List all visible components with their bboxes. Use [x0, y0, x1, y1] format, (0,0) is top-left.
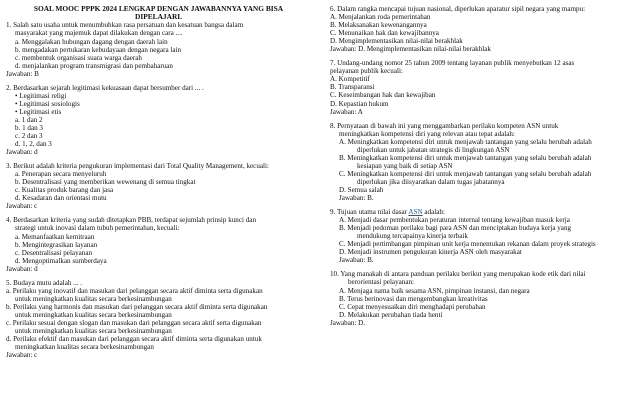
question-9-stem [330, 208, 632, 216]
question-5-option-c: c. Perilaku sesuai dengan slogan dan masukan dari pelanggan secara aktif serta digunakan [6, 319, 262, 327]
question-3-option-c: c. Kualitas produk barang dan jasa [15, 186, 114, 195]
question-2-option-c: c. 2 dan 3 [15, 132, 43, 141]
question-7-answer: Jawaban: A [330, 107, 363, 116]
question-1-stem: 1. Salah satu usaha untuk menumbuhkan rasa persatuan dan kesatuan bangsa dalam [6, 21, 244, 30]
question-1 [6, 21, 311, 77]
question-4-stem-cont: strategi untuk inovasi dalam tubuh pemerintahan, kecuali: [15, 224, 180, 233]
question-9-option-b-cont: mendukung tercapainya kinerja terbaik [357, 232, 468, 241]
question-9-option-d: D. Menjadi instrumen pengukuran kinerja ASN oleh masyarakat [339, 248, 522, 257]
question-8-option-c-cont: diperlukan jika diisyaratkan dalam tugas jabatannya [357, 177, 505, 186]
question-4-option-b: b. Mengintegrasikan layanan [15, 240, 98, 249]
question-5-option-b: b. Perilaku yang harmonis dan masukan dari pelanggan secara aktif diminta serta digunakan [6, 302, 268, 311]
title-line-1: SOAL MOOC PPPK 2024 LENGKAP DENGAN JAWABANNYA YANG BISA [33, 4, 284, 13]
question-3-option-b: b. Desentralisasi yang memberikan wewenang di semua tingkat [15, 178, 196, 187]
question-1-option-d: d. menjalankan program transmigrasi dan pembaharuan [15, 61, 173, 70]
asn-link[interactable]: ASN [408, 208, 423, 217]
question-6-option-b: B. Melaksanakan kewenangannya [330, 21, 427, 30]
question-7-stem-cont: pelayanan publik kecuali: [330, 67, 403, 76]
question-2-bullet-2: • Legitimasi sosiologis [15, 99, 80, 108]
question-9-option-c: C. Menjadi pertimbangan pimpinan unit kerja menentukan rekanan dalam proyek strategis [339, 240, 596, 249]
question-2-option-b: b. 1 dan 3 [15, 123, 43, 132]
question-10-answer: Jawaban: D. [330, 318, 366, 327]
question-5-option-a: a. Perilaku yang inovatif dan masukan dari pelanggan secara aktif diminta serta digunakan [6, 286, 263, 295]
question-3-option-d: d. Kesadaran dan orientasi mutu [15, 194, 107, 203]
question-6 [330, 5, 632, 53]
question-10-option-b: B. Terus berinovasi dan mengembangkan kreativitas [339, 294, 488, 303]
question-2 [6, 84, 311, 156]
question-6-answer: Jawaban: D. Mengimplementasikan nilai-nilai berakhlak [330, 45, 491, 54]
question-4-answer: Jawaban: d [6, 264, 38, 273]
question-10-option-c: C. Cepat menyesuaikan diri menghadapi perubahan [339, 302, 486, 311]
question-7 [330, 59, 632, 115]
question-5-answer: Jawaban: c [6, 351, 38, 360]
question-4 [6, 216, 311, 272]
question-7-stem: 7. Undang-undang nomor 25 tahun 2009 tentang layanan publik menyebutkan 12 asas [330, 59, 575, 68]
question-7-option-c: C. Keseimbangan hak dan kewajiban [330, 91, 436, 100]
question-5-option-d: d. Perilaku efektif dan masukan dari pelanggan secara aktif diminta serta digunakan untuk [6, 335, 262, 344]
question-10 [330, 270, 632, 326]
question-10-option-d: D. Melakukan perubahan tiada henti [339, 310, 443, 319]
question-9-stem-pre: 9. Tujuan utama nilai dasar [330, 208, 409, 217]
question-7-option-b: B. Transparansi [330, 83, 375, 92]
question-9-option-b: B. Menjadi pedoman perilaku bagi para ASN dan menciptakan budaya kerja yang [339, 224, 572, 233]
question-9 [330, 208, 632, 264]
question-5-stem: 5. Budaya mutu adalah ... . [6, 278, 83, 287]
question-8 [330, 122, 632, 202]
document-title [6, 5, 311, 21]
question-2-bullet-3: • Legitimasi etis [15, 107, 62, 116]
question-8-option-b-cont: kesiapan yang baik di setiap ASN [357, 161, 453, 170]
question-6-stem: 6. Dalam rangka mencapai tujuan nasional, diperlukan aparatur sipil negara yang mampu: [330, 5, 586, 13]
question-10-stem: 10. Yang manakah di antara panduan perilaku berikut yang merupakan kode etik dari nilai [330, 270, 586, 279]
question-7-option-d: D. Kepastian hukum [330, 99, 389, 108]
question-10-option-a: A. Menjaga nama baik sesama ASN, pimpinan instansi, dan negara [339, 286, 530, 295]
question-8-stem: 8. Pernyataan di bawah ini yang menggambarkan perilaku kompeten ASN untuk [330, 121, 559, 130]
question-5-option-d-cont: meningkatkan kualitas secara berkesinambungan [15, 343, 154, 352]
question-1-option-b: b. mengadakan pertukaran kebudayaan dengan negara lain [15, 45, 182, 54]
question-2-option-a: a. 1 dan 2 [15, 115, 43, 124]
question-2-option-d: d. 1, 2, dan 3 [15, 140, 52, 149]
left-column [6, 5, 311, 359]
question-1-option-a: a. Menggalakan hubungan dagang dengan daerah lain [15, 37, 168, 46]
question-5 [6, 279, 311, 359]
question-2-bullet-1: • Legitimasi religi [15, 91, 67, 100]
right-column [330, 5, 632, 327]
question-6-option-a: A. Menjalankan roda pemerintahan [330, 13, 431, 22]
question-8-answer: Jawaban: B. [339, 194, 374, 203]
question-8-option-d: D. Semua salah [339, 185, 384, 194]
question-8-option-a: A. Meningkatkan kompetensi diri untuk menjawab tantangan yang selalu berubah adalah [339, 137, 592, 146]
question-8-option-a-cont: diperlukan untuk jabatan strategis di lingkungan ASN [357, 145, 510, 154]
question-3-option-a: a. Penerapan secara menyeluruh [15, 170, 107, 179]
question-8-stem-cont: meningkatkan kompetensi diri yang relevan atau tepat adalah: [339, 129, 515, 138]
question-7-option-a: A. Kompetitif [330, 75, 370, 84]
question-3-stem: 3. Berikut adalah kriteria pengukuran implementasi dari Total Quality Management, kecuali: [6, 162, 269, 171]
question-8-option-c: C. Meningkatkan kompetensi diri untuk menjawab tantangan yang selalu berubah adalah [339, 169, 592, 178]
question-9-option-a: A. Menjadi dasar pembentukan peraturan internal tentang kewajiban masuk kerja [339, 216, 570, 225]
question-6-option-c: C. Menunaikan hak dan kewajibannya [330, 29, 439, 38]
question-2-stem: 2. Berdasarkan sejarah legitimasi kekuasaan dapat bersumber dari ... . [6, 83, 204, 92]
title-line-2: DIPELAJARI. [134, 12, 183, 22]
question-1-answer: Jawaban: B [6, 69, 39, 78]
question-4-stem: 4. Berdasarkan kriteria yang sudah ditetapkan PBB, terdapat sejumlah prinsip kunci dan [6, 216, 256, 225]
question-5-option-a-cont: untuk meningkatkan kualitas secara berkesinambungan [15, 294, 172, 303]
question-4-option-a: a. Memanfaatkan kemitraan [15, 232, 95, 241]
question-8-option-b: B. Meningkatkan kompetensi diri untuk menjawab tantangan yang selalu berubah adalah [339, 153, 592, 162]
question-3 [6, 162, 311, 210]
question-5-option-b-cont: untuk meningkatkan kualitas secara berkesinambungan [15, 310, 172, 319]
question-4-option-c: c. Desentralisasi pelayanan [15, 248, 93, 257]
question-3-answer: Jawaban: c [6, 202, 38, 211]
question-1-option-c: c. membentuk organisasi suara warga daerah [15, 53, 142, 62]
question-2-answer: Jawaban: d [6, 148, 38, 157]
question-6-option-d: D. Mengimplementasikan nilai-nilai berakhlak [330, 37, 463, 46]
question-5-option-c-cont: untuk meningkatkan kualitas secara berkesinambungan [15, 327, 172, 336]
question-4-option-d: d. Mengoptimalkan sumberdaya [15, 256, 107, 265]
question-9-answer: Jawaban: B. [339, 256, 374, 265]
question-9-stem-post: adalah: [422, 208, 445, 217]
question-10-stem-cont: berorientasi pelayanan: [348, 278, 414, 287]
question-1-stem-cont: masyarakat yang majemuk dapat dilakukan dengan cara .... [15, 29, 183, 38]
